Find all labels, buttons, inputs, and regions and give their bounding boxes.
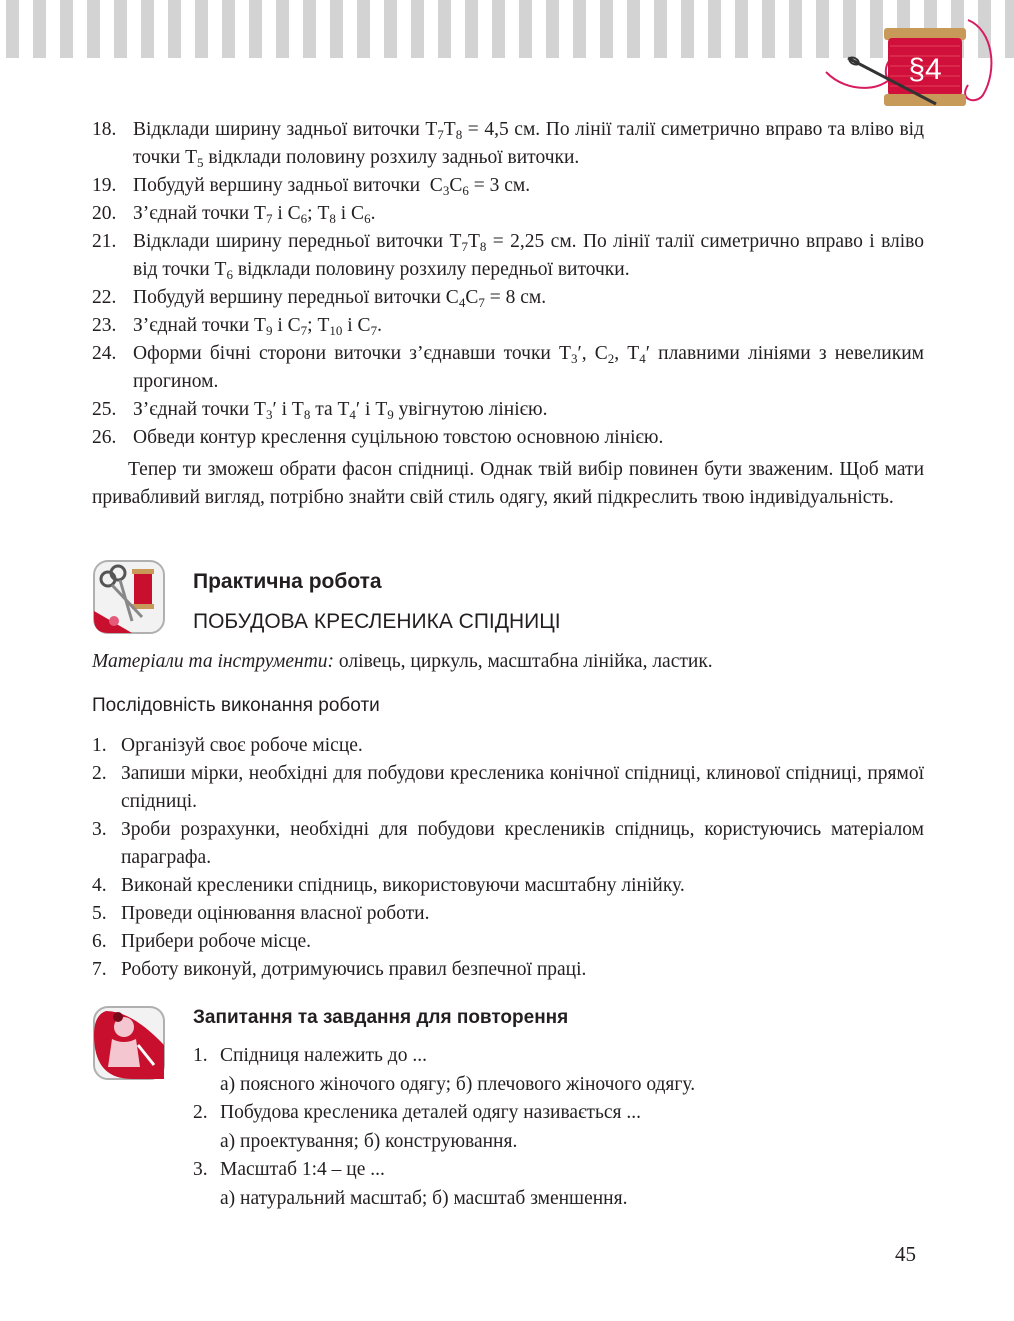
stripe bbox=[384, 0, 397, 58]
question-number: 3. bbox=[193, 1159, 208, 1180]
stripe bbox=[303, 0, 316, 58]
list-text: Роботу виконуй, дотримуючись правил безпечної праці. bbox=[121, 959, 587, 980]
list-item bbox=[92, 760, 924, 816]
stripe bbox=[168, 0, 181, 58]
stripe bbox=[141, 0, 154, 58]
list-number: 5. bbox=[92, 903, 107, 924]
section-badge: §4 bbox=[908, 53, 942, 86]
step-number: 25. bbox=[92, 399, 117, 420]
list-text: Проведи оцінювання власної роботи. bbox=[121, 903, 430, 924]
list-number: 2. bbox=[92, 763, 107, 784]
stripe bbox=[330, 0, 343, 58]
materials-text: олівець, циркуль, масштабна лінійка, ластик. bbox=[334, 651, 713, 672]
stripe bbox=[33, 0, 46, 58]
list-number: 1. bbox=[92, 735, 107, 756]
stripe bbox=[681, 0, 694, 58]
stripe bbox=[87, 0, 100, 58]
questions-list bbox=[193, 1042, 893, 1213]
list-number: 3. bbox=[92, 819, 107, 840]
stripe bbox=[627, 0, 640, 58]
step-item bbox=[92, 424, 924, 452]
step-text: З’єднай точки $Т_3'$ і $Т_8$ та $Т_4'$ і $Т_9$ увігнутою лінією. bbox=[133, 399, 548, 422]
step-number: 26. bbox=[92, 427, 117, 448]
step-text: Відклади ширину задньої виточки $Т_7Т_8 = 4,5$ см. По лінії талії симетрично вправо та вліво від точки $Т_5$ відклади половину розхилу задньої виточки. bbox=[133, 119, 924, 170]
step-item bbox=[92, 284, 924, 312]
step-item bbox=[92, 116, 924, 172]
step-text: Відклади ширину передньої виточки $Т_7Т_8 = 2,25$ см. По лінії талії симетрично вправо і вліво від точки $Т_6$ відклади половину розхилу передньої виточки. bbox=[133, 231, 924, 282]
stripe bbox=[195, 0, 208, 58]
question-item bbox=[193, 1156, 893, 1185]
stripe bbox=[600, 0, 613, 58]
stripe bbox=[411, 0, 424, 58]
stripe bbox=[438, 0, 451, 58]
question-text: Масштаб 1:4 – це ... bbox=[220, 1159, 385, 1180]
question-text: Спідниця належить до ... bbox=[220, 1045, 427, 1066]
question-item bbox=[193, 1042, 893, 1071]
step-number: 19. bbox=[92, 175, 117, 196]
step-item bbox=[92, 228, 924, 284]
materials-line bbox=[92, 648, 713, 676]
stripe bbox=[249, 0, 262, 58]
step-number: 23. bbox=[92, 315, 117, 336]
stripe bbox=[546, 0, 559, 58]
step-text: З’єднай точки $Т_7$ і $С_6$; $Т_8$ і $С_6$. bbox=[133, 203, 376, 226]
stripe bbox=[222, 0, 235, 58]
list-item bbox=[92, 928, 924, 956]
list-text: Виконай кресленики спідниць, використовуючи масштабну лінійку. bbox=[121, 875, 685, 896]
page-number: 45 bbox=[895, 1242, 916, 1266]
question-number: 2. bbox=[193, 1102, 208, 1123]
question-number: 1. bbox=[193, 1045, 208, 1066]
list-text: Прибери робоче місце. bbox=[121, 931, 312, 952]
list-text: Організуй своє робоче місце. bbox=[121, 735, 363, 756]
step-item bbox=[92, 312, 924, 340]
list-number: 6. bbox=[92, 931, 107, 952]
practical-work-subtitle: ПОБУДОВА КРЕСЛЕНИКА СПІДНИЦІ bbox=[193, 610, 561, 633]
step-number: 20. bbox=[92, 203, 117, 224]
list-item bbox=[92, 872, 924, 900]
stripe bbox=[519, 0, 532, 58]
step-text: Оформи бічні сторони виточки з’єднавши точки $Т_3'$, $С_2$, $Т_4'$ плавними лініями з невеликим прогином. bbox=[133, 343, 924, 392]
step-number: 24. bbox=[92, 343, 117, 364]
stripe bbox=[276, 0, 289, 58]
stripe bbox=[762, 0, 775, 58]
list-item bbox=[92, 816, 924, 872]
scissors-spool-icon bbox=[92, 559, 166, 635]
stripe bbox=[60, 0, 73, 58]
step-item bbox=[92, 200, 924, 228]
step-item bbox=[92, 340, 924, 396]
questions-icon bbox=[92, 1005, 166, 1081]
stripe bbox=[789, 0, 802, 58]
answer-options: а) поясного жіночого одягу; б) плечового жіночого одягу. bbox=[220, 1073, 696, 1095]
list-number: 4. bbox=[92, 875, 107, 896]
sequence-heading: Послідовність виконання роботи bbox=[92, 695, 380, 716]
step-text: Обведи контур креслення суцільною товстою основною лінією. bbox=[133, 427, 664, 448]
step-number: 18. bbox=[92, 119, 117, 140]
step-text: З’єднай точки $Т_9$ і $С_7$; $Т_{10}$ і $С_7$. bbox=[133, 315, 382, 338]
question-text: Побудова кресленика деталей одягу називається ... bbox=[220, 1102, 641, 1123]
list-number: 7. bbox=[92, 959, 107, 980]
step-text: Побудуй вершину задньої виточки $С_3С_6 = 3$ см. bbox=[133, 175, 531, 198]
stripe bbox=[465, 0, 478, 58]
stripe bbox=[708, 0, 721, 58]
practical-work-title: Практична робота bbox=[193, 570, 382, 593]
questions-heading: Запитання та завдання для повторення bbox=[193, 1007, 569, 1028]
list-text: Зроби розрахунки, необхідні для побудови креслеників спідниць, користуючись матеріалом параграфа. bbox=[121, 819, 924, 868]
step-item bbox=[92, 172, 924, 200]
step-item bbox=[92, 396, 924, 424]
answer-options: а) проектування; б) конструювання. bbox=[220, 1130, 518, 1152]
stripe bbox=[573, 0, 586, 58]
list-text: Запиши мірки, необхідні для побудови кресленика конічної спідниці, клинової спідниці, прямої спідниці. bbox=[121, 763, 924, 812]
step-text: Побудуй вершину передньої виточки $С_4С_7 = 8$ см. bbox=[133, 287, 547, 310]
answer-options: а) натуральний масштаб; б) масштаб зменшення. bbox=[220, 1187, 628, 1209]
stripe bbox=[357, 0, 370, 58]
list-item bbox=[92, 900, 924, 928]
question-item bbox=[193, 1099, 893, 1128]
sequence-list bbox=[92, 732, 924, 984]
stripe bbox=[735, 0, 748, 58]
stripe bbox=[492, 0, 505, 58]
step-number: 21. bbox=[92, 231, 117, 252]
stripe bbox=[114, 0, 127, 58]
stripe bbox=[654, 0, 667, 58]
list-item bbox=[92, 732, 924, 760]
construction-steps bbox=[92, 116, 924, 452]
stripe bbox=[6, 0, 19, 58]
step-number: 22. bbox=[92, 287, 117, 308]
materials-label: Матеріали та інструменти: bbox=[92, 651, 335, 672]
intro-paragraph: Тепер ти зможеш обрати фасон спідниці. Однак твій вибір повинен бути зваженим. Щоб мати привабливий вигляд, потрібно знайти свій стиль одягу, який підкреслить твою індивідуальність. bbox=[92, 459, 924, 508]
list-item bbox=[92, 956, 924, 984]
